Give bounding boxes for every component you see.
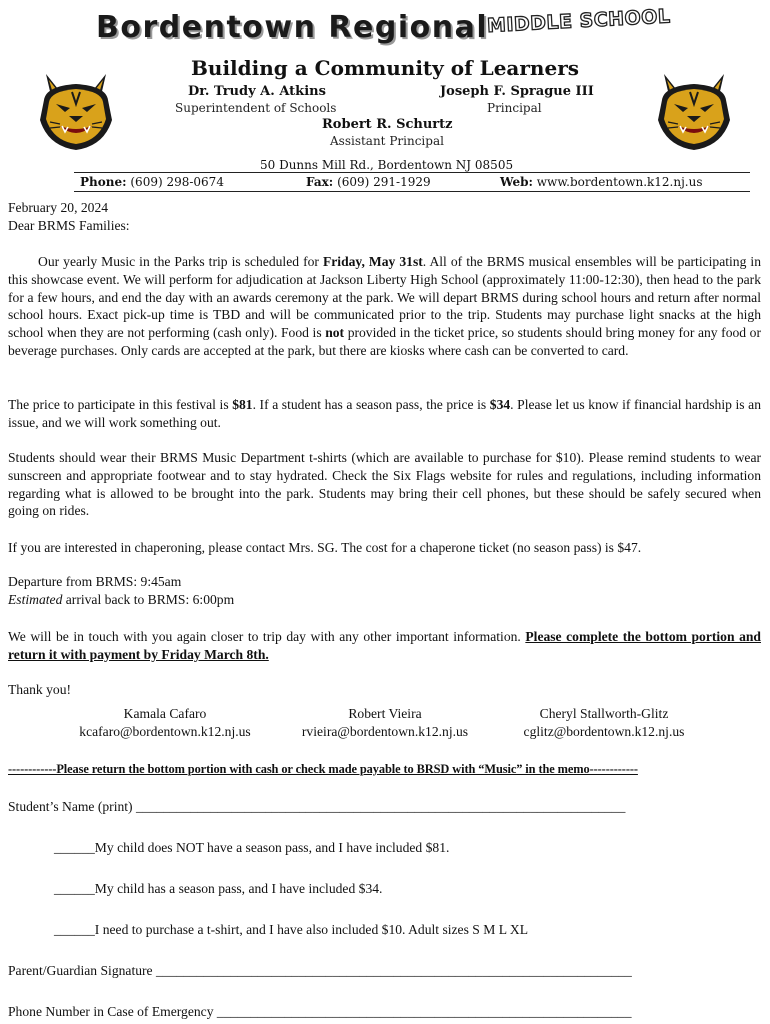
- price-standard: $81: [232, 397, 253, 412]
- wildcat-mascot-icon: [656, 70, 732, 152]
- option-no-season-pass[interactable]: ______My child does NOT have a season pass, and I have included $81.: [54, 840, 450, 855]
- signer-name: Robert Vieira: [348, 706, 422, 721]
- signer-email[interactable]: rvieira@bordentown.k12.nj.us: [301, 724, 469, 739]
- arrival-time: Estimated arrival back to BRMS: 6:00pm: [8, 592, 235, 607]
- signer-2: [270, 705, 500, 741]
- letter-salutation: Dear BRMS Families:: [8, 218, 130, 233]
- signer-3: [489, 705, 719, 741]
- option-season-pass[interactable]: ______My child has a season pass, and I have included $34.: [54, 881, 383, 896]
- paragraph-price: The price to participate in this festival is $81. If a student has a season pass, the price is $34. Please let us know if financial hardship is an issue, and we will work something out.: [8, 397, 761, 430]
- assistant-principal-title: Assistant Principal: [330, 134, 444, 148]
- fax-value: (609) 291-1929: [337, 175, 431, 189]
- emergency-phone-field[interactable]: Phone Number in Case of Emergency _____________________________________________________________: [8, 1004, 632, 1019]
- phone-value: (609) 298-0674: [130, 175, 224, 189]
- closing: Thank you!: [8, 682, 72, 697]
- motto: Building a Community of Learners: [191, 56, 579, 80]
- paragraph-chaperone: If you are interested in chaperoning, please contact Mrs. SG. The cost for a chaperone ticket (no season pass) is $47.: [8, 540, 642, 555]
- web-value[interactable]: www.bordentown.k12.nj.us: [536, 175, 703, 189]
- principal-title: Principal: [487, 101, 542, 115]
- departure-time: Departure from BRMS: 9:45am: [8, 574, 182, 589]
- web-label: Web:: [500, 175, 533, 189]
- signer-email[interactable]: cglitz@bordentown.k12.nj.us: [523, 724, 685, 739]
- signer-1: [50, 705, 280, 741]
- return-deadline: Please complete the bottom portion and return it with payment by Friday March 8th.: [8, 629, 761, 662]
- paragraph-attire: Students should wear their BRMS Music Department t-shirts (which are available to purchase for $10). Please remind students to wear sunscreen and appropriate footwear and to stay hydrated. Check the Six Flags website for rules and regulations, including information regarding what is allowed to be brought into the park. Students may bring their cell phones, but these should be safely secured when going on rides.: [8, 450, 761, 519]
- school-name-suffix: MIDDLE SCHOOL: [486, 5, 671, 37]
- header-rule-bottom: [74, 191, 750, 192]
- signer-name: Kamala Cafaro: [123, 706, 207, 721]
- fax-label: Fax:: [306, 175, 334, 189]
- option-tshirt[interactable]: ______I need to purchase a t-shirt, and I have also included $10. Adult sizes S M L XL: [54, 922, 529, 937]
- guardian-signature-field[interactable]: Parent/Guardian Signature ______________________________________________________________________: [8, 963, 632, 978]
- form-cutline: ------------Please return the bottom portion with cash or check made payable to BRSD with “Music” in the memo------------: [8, 762, 638, 776]
- superintendent-title: Superintendent of Schools: [175, 101, 337, 115]
- letter-date: February 20, 2024: [8, 200, 109, 215]
- assistant-principal-name: Robert R. Schurtz: [322, 117, 453, 132]
- trip-date: Friday, May 31st: [322, 254, 423, 269]
- superintendent-name: Dr. Trudy A. Atkins: [188, 84, 326, 99]
- header-rule-top: [74, 172, 750, 173]
- price-season-pass: $34: [489, 397, 511, 412]
- paragraph-return-form: We will be in touch with you again closer to trip day with any other important information. Please complete the bottom portion and return it with payment by Friday March 8th.: [8, 629, 761, 662]
- school-name: Bordentown Regional: [96, 10, 489, 45]
- web-contact: [500, 175, 703, 189]
- wildcat-mascot-icon: [38, 70, 114, 152]
- phone-label: Phone:: [80, 175, 127, 189]
- signer-name: Cheryl Stallworth-Glitz: [539, 706, 669, 721]
- student-name-field[interactable]: Student’s Name (print) ________________________________________________________________________: [8, 799, 626, 814]
- phone-contact: [80, 175, 224, 189]
- school-address: 50 Dunns Mill Rd., Bordentown NJ 08505: [260, 158, 514, 172]
- paragraph-trip-details: Our yearly Music in the Parks trip is scheduled for Friday, May 31st. All of the BRMS musical ensembles will be participating in this showcase event. We will perform for adjudication at Jackson Liberty High School (approximately 11:00-12:30), then head to the park for a few hours, and end the day with an awards ceremony at the park. We will depart BRMS during school hours and return after normal school hours. Exact pick-up time is TBD and will be communicated prior to the trip. Students may purchase light snacks at the high school when they are not performing (cash only). Food is not provided in the ticket price, so students should bring money for any food or beverage purchases. Only cards are accepted at the park, but there are kiosks where cash can be converted to card.: [8, 254, 761, 358]
- signer-email[interactable]: kcafaro@bordentown.k12.nj.us: [79, 724, 251, 739]
- principal-name: Joseph F. Sprague III: [440, 84, 594, 99]
- fax-contact: [306, 175, 431, 189]
